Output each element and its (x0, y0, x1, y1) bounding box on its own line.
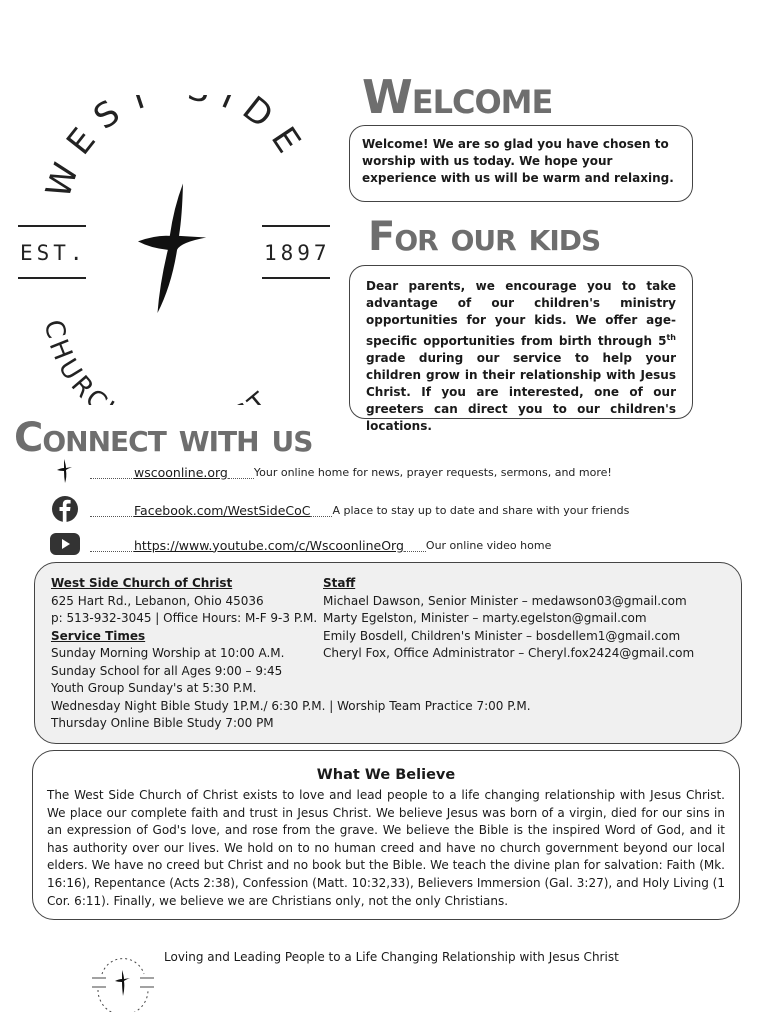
church-address: 625 Hart Rd., Lebanon, Ohio 45036 (51, 593, 264, 608)
church-logo (14, 95, 344, 405)
logo-arc-bottom-text: CHURC T (37, 317, 278, 405)
staff-heading: Staff (323, 576, 356, 590)
staff-item: Marty Egelston, Minister – marty.egelston@gmail.com (323, 611, 647, 625)
facebook-desc: A place to stay up to date and share with your friends (332, 503, 630, 517)
website-link[interactable]: wscoonline.org (134, 464, 228, 480)
facebook-link[interactable]: Facebook.com/WestSideCoC (134, 502, 311, 518)
facebook-icon (50, 496, 80, 525)
website-desc: Your online home for news, prayer requests, sermons, and more! (253, 465, 612, 479)
cross-icon (50, 459, 80, 486)
believe-box (32, 750, 740, 920)
believe-text: The West Side Church of Christ exists to love and lead people to a life changing relationship with Jesus Christ. We place our complete faith and trust in Jesus Christ. We believe Jesus was born of a virgin, died for our sins in an expression of God's love, and rose from the grave. We believe the Bible is the inspired Word of God, and it has authority over our lives. We hold on to no human creed and have no church government beyond our local elders. We have no creed but Christ and no book but the Bible. We teach the divine plan for salvation: Faith (Mk. 16:16), Repentance (Acts 2:38), Confession (Matt. 10:32,33), Believers Immersion (Gal. 3:27), and Holy Living (1 Cor. 6:11). Finally, we believe we are Christians only, not the only Christians. (47, 788, 725, 908)
kids-heading: For our kids (368, 214, 601, 260)
youtube-icon (50, 533, 80, 558)
church-phone-hours: p: 513-932-3045 | Office Hours: M-F 9-3 P.M. (51, 611, 318, 625)
info-box (34, 562, 742, 744)
service-times-heading: Service Times (51, 628, 146, 643)
staff-item: Michael Dawson, Senior Minister – medawson03@gmail.com (323, 593, 687, 608)
connect-row-youtube (50, 533, 551, 557)
svg-text:1897: 1897 (264, 241, 331, 265)
service-time-item: Sunday Morning Worship at 10:00 A.M. (51, 646, 285, 660)
welcome-text: Welcome! We are so glad you have chosen to worship with us today. We hope your experience with us will be warm and relaxing. (362, 137, 674, 185)
cross-icon (124, 177, 216, 320)
believe-heading: What We Believe (316, 767, 456, 783)
kids-text-sup: th (666, 333, 676, 342)
staff-item: Cheryl Fox, Office Administrator – Cheryl.fox2424@gmail.com (323, 646, 695, 660)
welcome-heading: Welcome (362, 70, 553, 124)
connect-row-facebook (50, 498, 629, 522)
church-name: West Side Church of Christ (51, 576, 233, 590)
service-time-item: Thursday Online Bible Study 7:00 PM (51, 716, 274, 730)
service-time-item: Youth Group Sunday's at 5:30 P.M. (51, 681, 257, 695)
kids-text-2: grade during our service to help your children grow in their relationship with Jesus Christ. If you are interested, one of our greeters can direct you to our children's locations. (366, 351, 676, 433)
service-time-item: Sunday School for all Ages 9:00 – 9:45 (51, 663, 283, 678)
svg-text:EST.: EST. (20, 241, 87, 265)
footer-tagline: Loving and Leading People to a Life Changing Relationship with Jesus Christ (164, 950, 619, 964)
connect-heading: Connect with us (14, 415, 313, 461)
youtube-link[interactable]: https://www.youtube.com/c/WscoonlineOrg (134, 537, 404, 553)
kids-box (349, 265, 693, 433)
footer-logo (88, 952, 158, 1012)
connect-row-website (50, 460, 612, 484)
staff-item: Emily Bosdell, Children's Minister – bosdellem1@gmail.com (323, 628, 681, 643)
welcome-box (349, 125, 693, 202)
kids-text-1: Dear parents, we encourage you to take advantage of our children's ministry opportunities for your kids. We offer age-specific opportunities from birth through 5 (366, 279, 676, 348)
youtube-desc: Our online video home (425, 538, 552, 552)
logo-arc-top-text: WEST IDE (38, 95, 315, 203)
service-time-item: Wednesday Night Bible Study 1P.M./ 6:30 P.M. | Worship Team Practice 7:00 P.M. (51, 698, 531, 713)
